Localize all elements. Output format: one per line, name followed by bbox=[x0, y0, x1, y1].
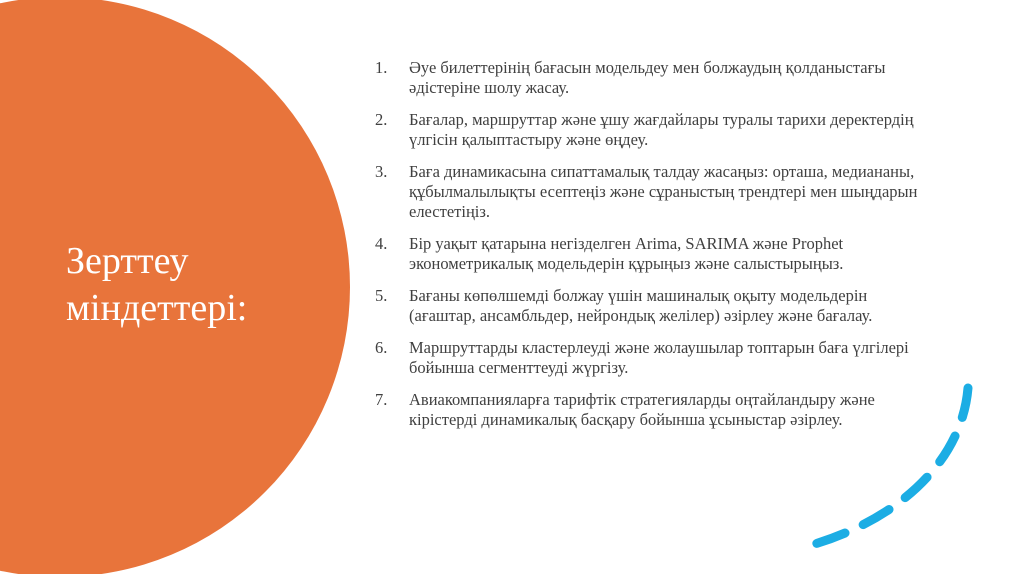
item-text: Авиакомпанияларға тарифтік стратегияларды оңтайландыру және кірістерді динамикалық басқару бойынша ұсыныстар әзірлеу. bbox=[409, 390, 875, 429]
tasks-list bbox=[375, 58, 935, 442]
item-number: 2. bbox=[375, 110, 388, 129]
item-text: Маршруттарды кластерлеуді және жолаушылар топтарын баға үлгілері бойынша сегменттеуді жүргізу. bbox=[409, 338, 909, 377]
item-text: Бағаны көпөлшемді болжау үшін машиналық оқыту модельдерін (ағаштар, ансамбльдер, нейрондық желілер) әзірлеу және бағалау. bbox=[409, 286, 873, 325]
list-item bbox=[375, 234, 935, 274]
slide-title bbox=[66, 238, 306, 332]
item-number: 3. bbox=[375, 162, 388, 181]
list-item bbox=[375, 162, 935, 222]
list-item bbox=[375, 338, 935, 378]
list-item bbox=[375, 390, 935, 430]
item-text: Бір уақыт қатарына негізделген Arima, SARIMA және Prophet эконометрикалық модельдерін құрыңыз және салыстырыңыз. bbox=[409, 234, 844, 273]
item-text: Бағалар, маршруттар және ұшу жағдайлары туралы тарихи деректердің үлгісін қалыптастыру және өңдеу. bbox=[409, 110, 914, 149]
title-line: міндеттері: bbox=[66, 287, 248, 329]
item-number: 4. bbox=[375, 234, 388, 253]
item-number: 7. bbox=[375, 390, 388, 409]
list-item bbox=[375, 110, 935, 150]
list-item bbox=[375, 58, 935, 98]
item-number: 6. bbox=[375, 338, 388, 357]
item-number: 5. bbox=[375, 286, 388, 305]
item-number: 1. bbox=[375, 58, 388, 77]
list-item bbox=[375, 286, 935, 326]
title-line: Зерттеу bbox=[66, 240, 189, 282]
item-text: Әуе билеттерінің бағасын модельдеу мен болжаудың қолданыстағы әдістеріне шолу жасау. bbox=[409, 58, 886, 97]
item-text: Баға динамикасына сипаттамалық талдау жасаңыз: орташа, медиананы, құбылмалылықты есептеңіз және сұраныстың трендтері мен шыңдарын елестетіңіз. bbox=[409, 162, 918, 221]
